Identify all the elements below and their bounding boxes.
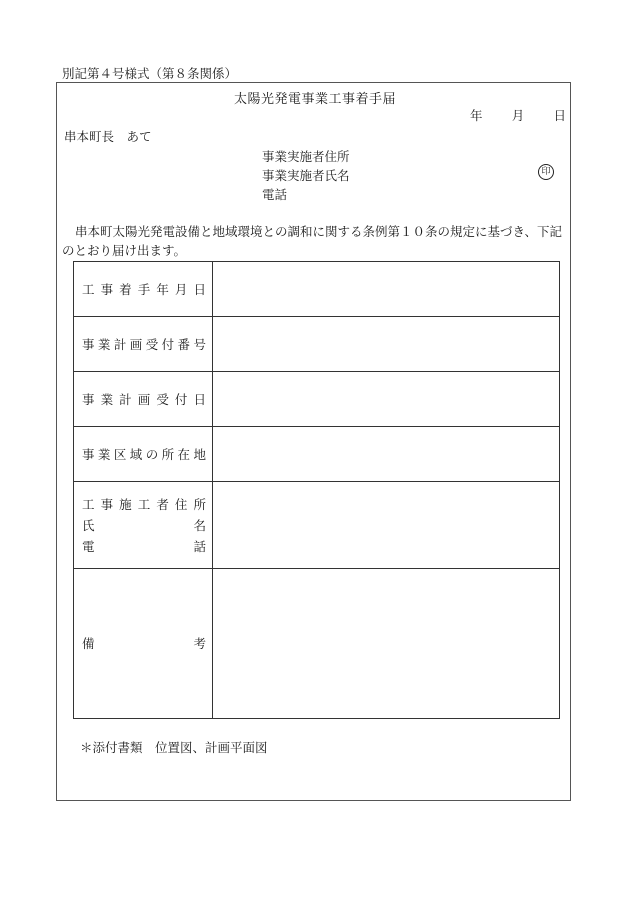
row-label-char: 話: [193, 538, 206, 554]
row-label-char: 所: [193, 496, 206, 512]
table-row: [74, 569, 560, 719]
table-row: [74, 482, 560, 569]
row-label-remarks: [74, 569, 213, 719]
row-label-char: 手: [137, 281, 151, 297]
table-row: [74, 317, 560, 372]
value-cell-plan-receipt-number[interactable]: [213, 317, 560, 372]
row-label-construction-start-date: [74, 262, 213, 317]
row-label-char: 者: [156, 496, 169, 512]
row-label-char: 域: [129, 446, 143, 462]
addressee: 串本町長 あて: [64, 129, 152, 144]
row-label-project-area-location: [74, 427, 213, 482]
row-label-plan-receipt-date: [74, 372, 213, 427]
row-label-char: 画: [137, 391, 151, 407]
value-cell-contractor-info[interactable]: [213, 482, 560, 569]
row-label-char: 事: [100, 281, 114, 297]
row-label-char: 日: [193, 391, 206, 407]
row-label-char: 氏: [82, 517, 95, 533]
row-label-char: 画: [129, 336, 143, 352]
row-label-char: 受: [156, 391, 169, 407]
row-label-char: 番: [177, 336, 191, 352]
applicant-phone-label: 電話: [262, 187, 288, 202]
row-label-char: 事: [82, 336, 95, 352]
row-label-char: 業: [97, 446, 111, 462]
body-text: 串本町太陽光発電設備と地域環境との調和に関する条例第１０条の規定に基づき、下記のとおり届け出ます。: [62, 224, 563, 258]
row-label-plan-receipt-number: [74, 317, 213, 372]
row-label-char: 考: [193, 636, 206, 651]
applicant-name-label: 事業実施者氏名: [262, 168, 350, 183]
row-label-char: 業: [100, 391, 114, 407]
row-label-char: 受: [145, 336, 159, 352]
table-row: [74, 372, 560, 427]
row-label-char: 業: [97, 336, 111, 352]
row-label-char: 工: [137, 496, 151, 512]
row-label-char: 付: [161, 336, 175, 352]
row-label-char: 着: [119, 281, 132, 297]
row-label-char: の: [145, 446, 159, 462]
row-label-char: 在: [177, 446, 191, 462]
row-label-char: 事: [82, 446, 95, 462]
date-year-label: 年: [470, 108, 483, 123]
row-label-char: 事: [100, 496, 114, 512]
table-row: [74, 262, 560, 317]
row-label-char: 名: [193, 517, 206, 533]
date-day-label: 日: [553, 108, 566, 123]
row-label-char: 工: [82, 281, 95, 297]
row-label-char: 区: [113, 446, 127, 462]
row-label-char: 事: [82, 391, 95, 407]
row-label-char: 所: [161, 446, 175, 462]
form-label: 別記第４号様式（第８条関係）: [62, 66, 238, 81]
row-label-char: 電: [82, 538, 95, 554]
value-cell-project-area-location[interactable]: [213, 427, 560, 482]
table-row: [74, 427, 560, 482]
attachments-note: ＊添付書類 位置図、計画平面図: [80, 740, 268, 755]
seal-mark: 印: [538, 164, 554, 180]
applicant-address-label: 事業実施者住所: [262, 149, 350, 164]
items-table: [73, 261, 560, 719]
row-label-char: 計: [113, 336, 127, 352]
row-label-char: 付: [174, 391, 188, 407]
date-line: [470, 106, 566, 124]
row-label-contractor-info: [74, 482, 213, 569]
date-month-label: 月: [511, 108, 525, 123]
row-label-char: 工: [82, 496, 95, 512]
row-label-char: 月: [174, 281, 188, 297]
row-label-char: 日: [193, 281, 206, 297]
form-title: 太陽光発電事業工事着手届: [233, 92, 396, 107]
row-label-char: 備: [82, 636, 95, 651]
row-label-char: 号: [193, 336, 206, 352]
row-label-char: 年: [156, 281, 169, 297]
value-cell-plan-receipt-date[interactable]: [213, 372, 560, 427]
value-cell-remarks[interactable]: [213, 569, 560, 719]
row-label-char: 計: [119, 391, 132, 407]
row-label-char: 地: [193, 446, 206, 462]
value-cell-construction-start-date[interactable]: [213, 262, 560, 317]
row-label-char: 住: [174, 496, 188, 512]
row-label-char: 施: [119, 496, 132, 512]
